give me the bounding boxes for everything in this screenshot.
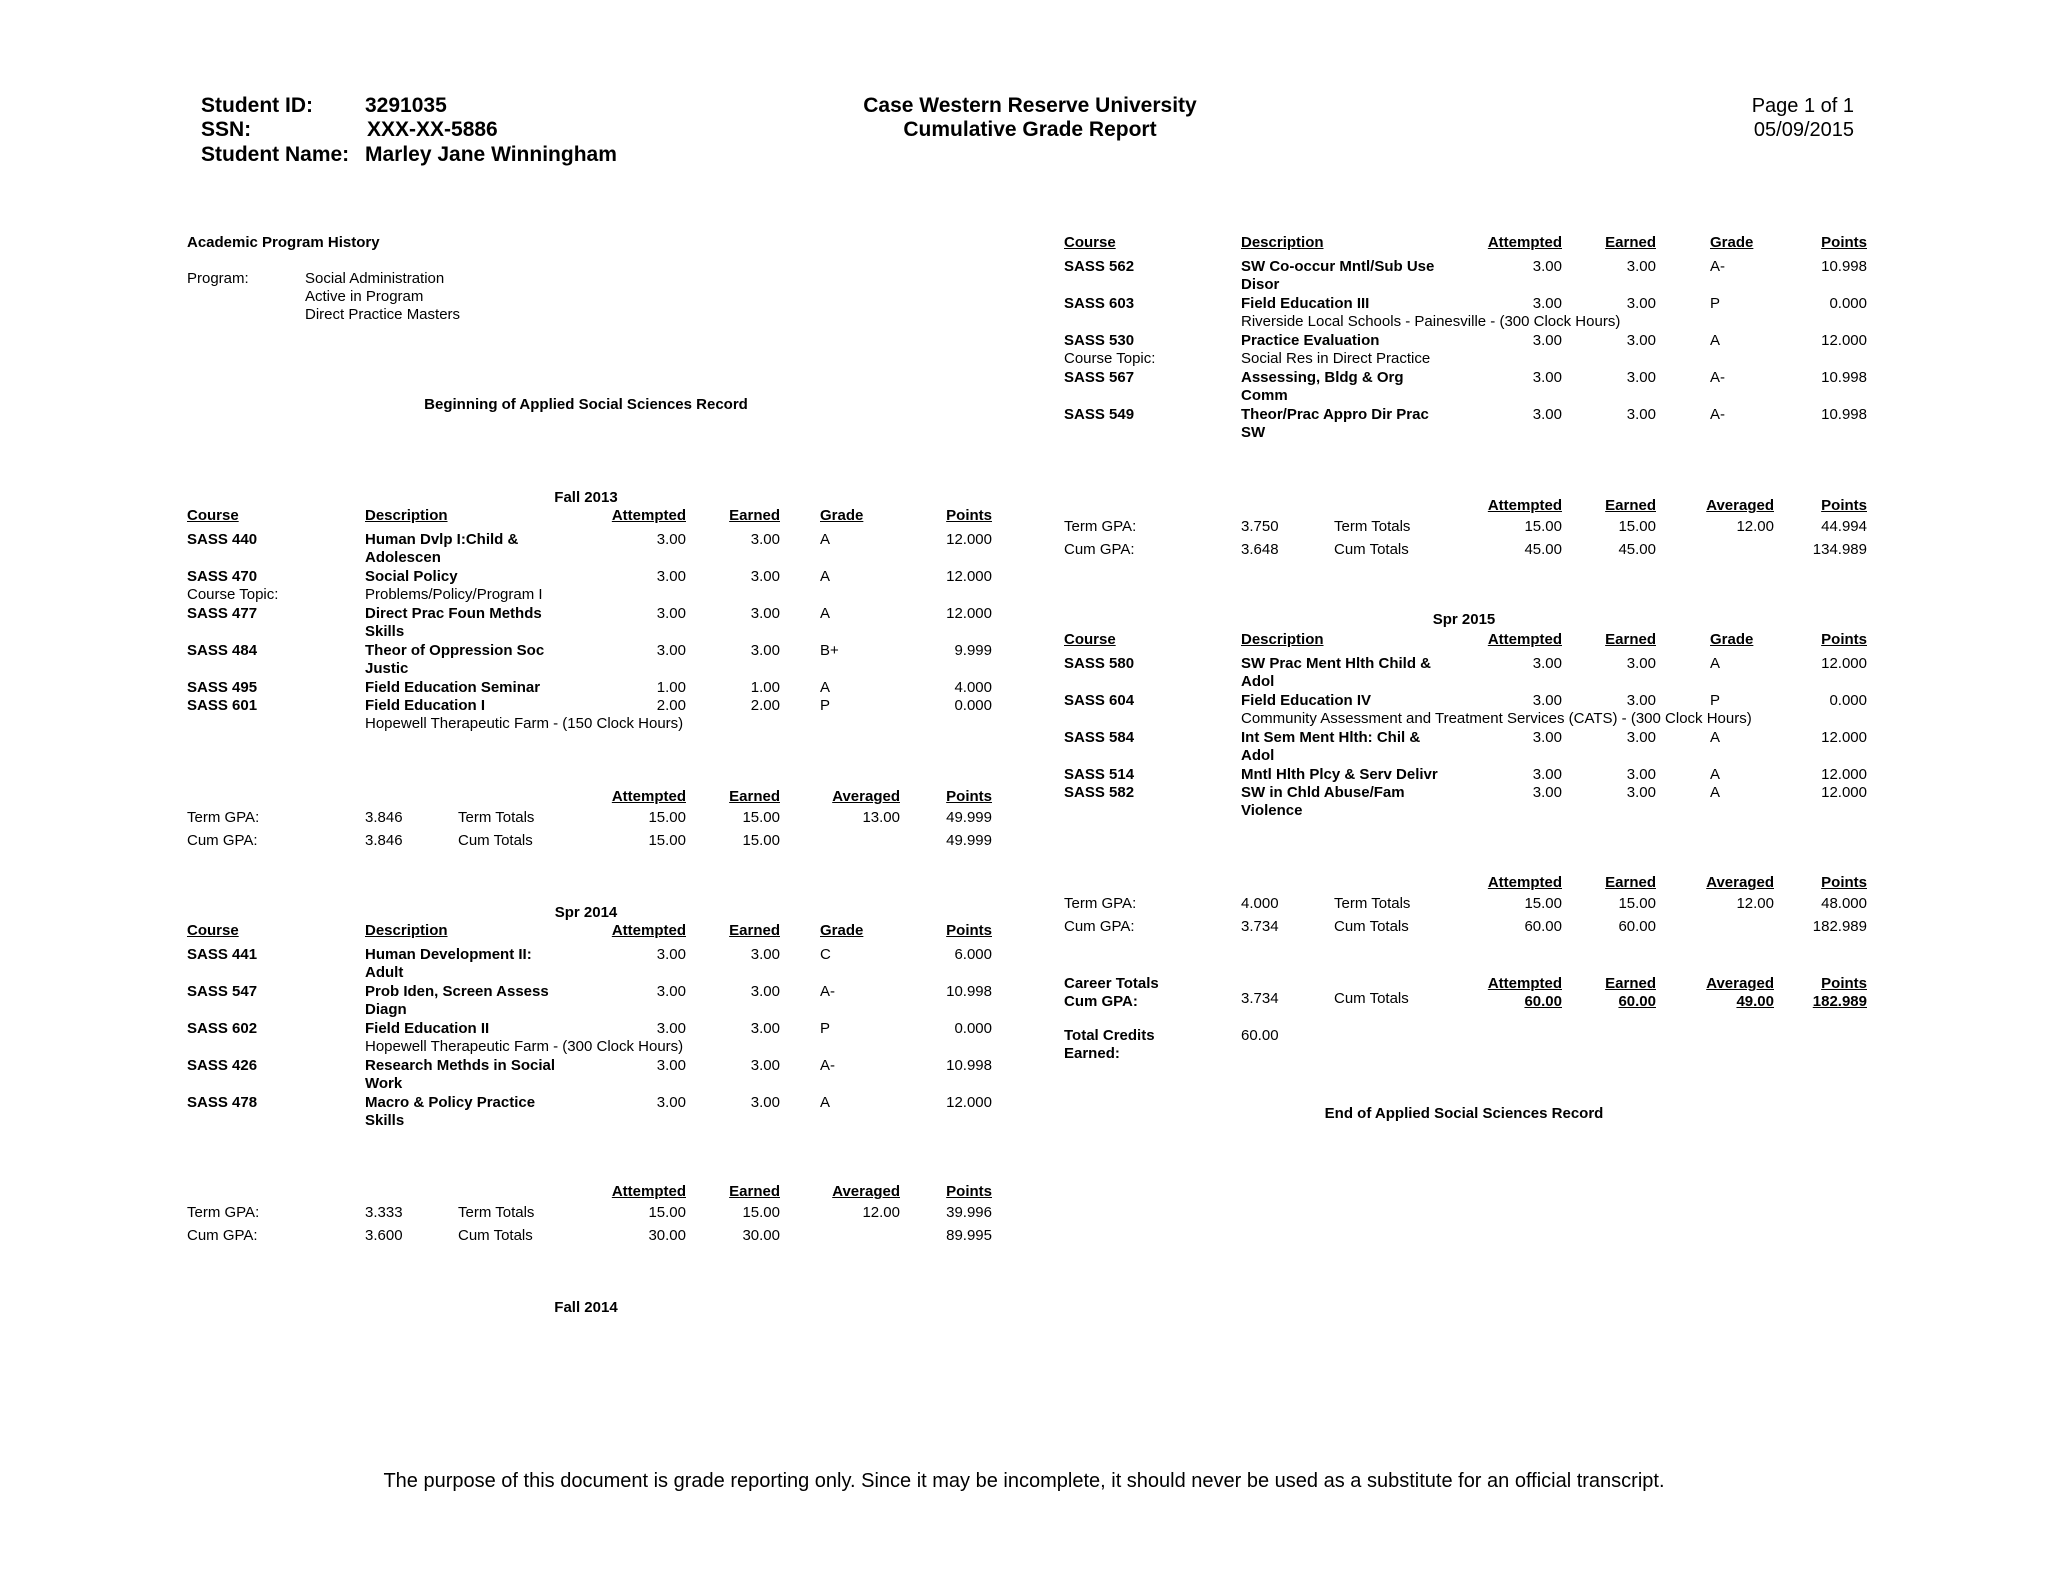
cum-gpa-label: Cum GPA: [1064,541,1135,558]
course-code: SASS 584 [1064,729,1135,746]
course-description: Field Education IV [1241,692,1372,709]
term-gpa-value: 3.750 [1241,518,1279,535]
career-averaged-header: Averaged [1706,975,1774,992]
term-attempted: 15.00 [1524,895,1562,912]
earned-value: 3.00 [750,1094,780,1111]
term-points: 44.994 [1821,518,1867,535]
term-gpa-label: Term GPA: [1064,895,1137,912]
points-value: 12.000 [1821,729,1867,746]
course-header: Course [187,507,239,524]
term-totals-label: Term Totals [1334,895,1411,912]
earned-value: 3.00 [1626,784,1656,801]
course-code: SASS 582 [1064,784,1135,801]
course-code: SASS 602 [187,1020,258,1037]
disclaimer-footer: The purpose of this document is grade reporting only. Since it may be incomplete, it should never be used as a substitute for an official transcript. [383,1470,1665,1492]
student-id-label: Student ID: [201,94,313,117]
attempted-value: 3.00 [656,1020,686,1037]
course-description: Practice Evaluation [1241,332,1380,349]
points-value: 10.998 [946,983,992,1000]
term-points: 48.000 [1821,895,1867,912]
earned-label: Earned: [1064,1045,1120,1062]
cum-gpa-value: 3.846 [365,832,403,849]
course-description: Field Education II [365,1020,490,1037]
attempted-value: 3.00 [656,983,686,1000]
course-code: SASS 604 [1064,692,1135,709]
cum-points: 89.995 [946,1227,992,1244]
totals-attempted-header: Attempted [611,788,686,805]
attempted-header: Attempted [611,507,686,524]
cum-earned: 30.00 [742,1227,780,1244]
cum-points: 49.999 [946,832,992,849]
career-points-header: Points [1821,975,1867,992]
totals-averaged-header: Averaged [832,788,900,805]
program-history-heading: Academic Program History [187,234,380,251]
term-gpa-value: 4.000 [1241,895,1279,912]
cum-gpa-value: 3.600 [365,1227,403,1244]
totals-points-header: Points [1821,497,1867,514]
totals-earned-header: Earned [729,788,780,805]
grade-value: A [1710,729,1721,746]
points-value: 0.000 [954,697,992,714]
points-header: Points [946,922,992,939]
points-value: 10.998 [946,1057,992,1074]
report-date: 05/09/2015 [1753,119,1854,141]
term-averaged: 12.00 [862,1204,900,1221]
course-description: Field Education Seminar [365,679,541,696]
attempted-value: 3.00 [1532,655,1562,672]
total-credits-value: 60.00 [1241,1027,1279,1044]
course-description-cont: Comm [1241,387,1288,404]
course-description: Theor/Prac Appro Dir Prac [1241,406,1429,423]
points-value: 0.000 [954,1020,992,1037]
attempted-value: 3.00 [656,1057,686,1074]
points-value: 12.000 [946,1094,992,1111]
term-totals-label: Term Totals [458,809,535,826]
attempted-value: 3.00 [1532,766,1562,783]
grade-value: A- [1710,258,1725,275]
term-gpa-label: Term GPA: [1064,518,1137,535]
grade-value: P [820,1020,831,1037]
course-topic-label: Course Topic: [187,586,279,603]
term-attempted: 15.00 [648,809,686,826]
term-title: Spr 2014 [554,904,618,921]
totals-attempted-header: Attempted [1487,497,1562,514]
cum-totals-label: Cum Totals [1334,541,1409,558]
course-note: Hopewell Therapeutic Farm - (150 Clock Hours) [365,715,684,732]
cum-earned: 60.00 [1618,918,1656,935]
course-code: SASS 580 [1064,655,1135,672]
course-code: SASS 567 [1064,369,1135,386]
course-header: Course [1064,234,1116,251]
term-gpa-label: Term GPA: [187,1204,260,1221]
course-description: Macro & Policy Practice [365,1094,536,1111]
program-line: Active in Program [305,288,424,305]
earned-value: 2.00 [750,697,780,714]
university-name: Case Western Reserve University [863,94,1197,117]
term-earned: 15.00 [1618,895,1656,912]
course-description: Prob Iden, Screen Assess [365,983,549,1000]
grade-value: P [820,697,831,714]
attempted-header: Attempted [611,922,686,939]
earned-value: 3.00 [750,531,780,548]
cum-gpa-value: 3.648 [1241,541,1279,558]
totals-averaged-header: Averaged [1706,874,1774,891]
attempted-value: 3.00 [1532,729,1562,746]
career-earned-value: 60.00 [1618,993,1656,1010]
course-note: Community Assessment and Treatment Services (CATS) - (300 Clock Hours) [1241,710,1752,727]
term-points: 39.996 [946,1204,992,1221]
course-description-cont: Diagn [365,1001,407,1018]
term-attempted: 15.00 [648,1204,686,1221]
earned-value: 3.00 [1626,692,1656,709]
earned-value: 3.00 [750,568,780,585]
attempted-value: 1.00 [656,679,686,696]
points-value: 12.000 [1821,655,1867,672]
course-description: Human Dvlp I:Child & [365,531,519,548]
grade-value: A [820,605,831,622]
grade-value: B+ [820,642,839,659]
description-header: Description [365,507,448,524]
attempted-value: 3.00 [656,531,686,548]
description-header: Description [1241,631,1324,648]
earned-value: 3.00 [750,946,780,963]
totals-points-header: Points [1821,874,1867,891]
totals-points-header: Points [946,1183,992,1200]
points-value: 4.000 [954,679,992,696]
course-description-cont: Adult [365,964,404,981]
course-code: SASS 562 [1064,258,1135,275]
totals-attempted-header: Attempted [1487,874,1562,891]
career-cum-gpa-value: 3.734 [1241,990,1279,1007]
course-description: Research Methds in Social [365,1057,556,1074]
earned-value: 3.00 [1626,655,1656,672]
cum-totals-label: Cum Totals [458,832,533,849]
points-value: 12.000 [946,605,992,622]
attempted-value: 3.00 [1532,692,1562,709]
attempted-value: 2.00 [656,697,686,714]
cum-totals-label: Cum Totals [458,1227,533,1244]
career-attempted-header: Attempted [1487,975,1562,992]
grade-value: A- [820,1057,835,1074]
term-points: 49.999 [946,809,992,826]
grade-value: A- [1710,369,1725,386]
attempted-value: 3.00 [656,1094,686,1111]
course-description: Social Policy [365,568,458,585]
term-earned: 15.00 [1618,518,1656,535]
earned-header: Earned [1605,631,1656,648]
course-topic: Problems/Policy/Program I [365,586,543,603]
course-code: SASS 478 [187,1094,258,1111]
attempted-value: 3.00 [656,568,686,585]
attempted-header: Attempted [1487,631,1562,648]
term-averaged: 12.00 [1736,895,1774,912]
cum-gpa-label: Cum GPA: [1064,918,1135,935]
program-line: Direct Practice Masters [305,306,461,323]
course-code: SASS 549 [1064,406,1135,423]
course-description: SW Prac Ment Hlth Child & [1241,655,1432,672]
grade-header: Grade [1710,631,1754,648]
course-topic-label: Course Topic: [1064,350,1156,367]
course-description-cont: Disor [1241,276,1280,293]
course-description: Human Development II: [365,946,532,963]
grade-value: P [1710,295,1721,312]
points-value: 6.000 [954,946,992,963]
grade-header: Grade [820,922,864,939]
earned-header: Earned [729,507,780,524]
course-description-cont: Adol [1241,673,1275,690]
cum-attempted: 60.00 [1524,918,1562,935]
end-record-label: End of Applied Social Sciences Record [1324,1105,1604,1122]
course-code: SASS 470 [187,568,258,585]
term-title: Fall 2013 [554,489,618,506]
totals-averaged-header: Averaged [1706,497,1774,514]
grade-value: A- [820,983,835,1000]
description-header: Description [365,922,448,939]
grade-value: A [1710,784,1721,801]
attempted-value: 3.00 [656,642,686,659]
term-averaged: 13.00 [862,809,900,826]
course-description: Assessing, Bldg & Org [1241,369,1404,386]
course-description-cont: Violence [1241,802,1303,819]
term-gpa-value: 3.333 [365,1204,403,1221]
term-title: Fall 2014 [554,1299,618,1316]
points-value: 9.999 [954,642,992,659]
course-note: Riverside Local Schools - Painesville - (300 Clock Hours) [1241,313,1621,330]
career-earned-header: Earned [1605,975,1656,992]
course-code: SASS 440 [187,531,258,548]
course-code: SASS 601 [187,697,258,714]
attempted-value: 3.00 [1532,295,1562,312]
career-cum-gpa-label: Cum GPA: [1064,993,1138,1010]
earned-value: 3.00 [750,1057,780,1074]
course-description-cont: Skills [365,623,405,640]
grade-value: A- [1710,406,1725,423]
course-code: SASS 530 [1064,332,1135,349]
attempted-value: 3.00 [1532,784,1562,801]
course-description: SW in Chld Abuse/Fam [1241,784,1405,801]
total-credits-label: Total Credits [1064,1027,1155,1044]
grade-value: P [1710,692,1721,709]
course-code: SASS 426 [187,1057,258,1074]
earned-value: 3.00 [750,983,780,1000]
term-gpa-value: 3.846 [365,809,403,826]
points-value: 12.000 [946,568,992,585]
career-points-value: 182.989 [1812,993,1867,1010]
earned-value: 3.00 [750,1020,780,1037]
course-description: Field Education I [365,697,486,714]
earned-value: 1.00 [750,679,780,696]
cum-earned: 45.00 [1618,541,1656,558]
grade-header: Grade [820,507,864,524]
points-value: 10.998 [1821,258,1867,275]
points-value: 12.000 [946,531,992,548]
earned-value: 3.00 [1626,332,1656,349]
earned-value: 3.00 [750,642,780,659]
course-description-cont: Work [365,1075,403,1092]
program-label: Program: [187,270,249,287]
term-attempted: 15.00 [1524,518,1562,535]
ssn-label: SSN: [201,118,252,141]
term-gpa-label: Term GPA: [187,809,260,826]
term-averaged: 12.00 [1736,518,1774,535]
course-code: SASS 477 [187,605,258,622]
attempted-value: 3.00 [1532,369,1562,386]
cum-attempted: 15.00 [648,832,686,849]
earned-value: 3.00 [1626,258,1656,275]
course-code: SASS 441 [187,946,258,963]
course-description: Int Sem Ment Hlth: Chil & [1241,729,1421,746]
course-description-cont: SW [1241,424,1266,441]
totals-earned-header: Earned [729,1183,780,1200]
points-value: 12.000 [1821,332,1867,349]
cum-attempted: 45.00 [1524,541,1562,558]
course-header: Course [1064,631,1116,648]
course-code: SASS 495 [187,679,258,696]
begin-record-label: Beginning of Applied Social Sciences Record [424,396,748,413]
course-code: SASS 547 [187,983,258,1000]
totals-earned-header: Earned [1605,874,1656,891]
grade-value: A [1710,332,1721,349]
course-description-cont: Adolescen [365,549,441,566]
page-number: Page 1 of 1 [1751,95,1854,117]
earned-header: Earned [729,922,780,939]
cum-gpa-label: Cum GPA: [187,1227,258,1244]
program-line: Social Administration [305,270,445,287]
totals-averaged-header: Averaged [832,1183,900,1200]
totals-attempted-header: Attempted [611,1183,686,1200]
course-note: Hopewell Therapeutic Farm - (300 Clock Hours) [365,1038,684,1055]
points-value: 10.998 [1821,406,1867,423]
totals-points-header: Points [946,788,992,805]
points-value: 12.000 [1821,766,1867,783]
points-value: 0.000 [1829,692,1867,709]
term-earned: 15.00 [742,1204,780,1221]
term-totals-label: Term Totals [1334,518,1411,535]
course-code: SASS 484 [187,642,258,659]
cum-points: 182.989 [1812,918,1867,935]
grade-value: A [820,568,831,585]
grade-value: A [820,679,831,696]
career-attempted-value: 60.00 [1524,993,1562,1010]
cum-earned: 15.00 [742,832,780,849]
career-averaged-value: 49.00 [1736,993,1774,1010]
student-name-label: Student Name: [201,143,350,166]
points-value: 0.000 [1829,295,1867,312]
student-id-value: 3291035 [365,94,447,117]
earned-value: 3.00 [1626,369,1656,386]
grade-value: A [1710,766,1721,783]
description-header: Description [1241,234,1324,251]
term-earned: 15.00 [742,809,780,826]
course-description-cont: Skills [365,1112,405,1129]
points-value: 12.000 [1821,784,1867,801]
term-totals-label: Term Totals [458,1204,535,1221]
course-topic: Social Res in Direct Practice [1241,350,1431,367]
earned-value: 3.00 [1626,406,1656,423]
course-description-cont: Adol [1241,747,1275,764]
attempted-value: 3.00 [1532,406,1562,423]
course-header: Course [187,922,239,939]
course-description: Direct Prac Foun Methds [365,605,542,622]
grade-value: A [820,531,831,548]
cum-gpa-label: Cum GPA: [187,832,258,849]
attempted-value: 3.00 [1532,258,1562,275]
points-header: Points [1821,631,1867,648]
student-name-value: Marley Jane Winningham [365,143,617,166]
ssn-value: XXX-XX-5886 [367,118,498,141]
course-description: Field Education III [1241,295,1370,312]
earned-value: 3.00 [1626,729,1656,746]
attempted-value: 3.00 [656,946,686,963]
grade-header: Grade [1710,234,1754,251]
course-description: Mntl Hlth Plcy & Serv Delivr [1241,766,1438,783]
grade-value: C [820,946,831,963]
report-title: Cumulative Grade Report [903,118,1157,141]
points-header: Points [946,507,992,524]
earned-value: 3.00 [1626,766,1656,783]
earned-value: 3.00 [1626,295,1656,312]
course-description: SW Co-occur Mntl/Sub Use [1241,258,1435,275]
cum-gpa-value: 3.734 [1241,918,1279,935]
course-description-cont: Justic [365,660,409,677]
grade-value: A [1710,655,1721,672]
attempted-header: Attempted [1487,234,1562,251]
career-cum-totals-label: Cum Totals [1334,990,1409,1007]
term-title: Spr 2015 [1432,611,1496,628]
attempted-value: 3.00 [656,605,686,622]
earned-value: 3.00 [750,605,780,622]
cum-totals-label: Cum Totals [1334,918,1409,935]
course-code: SASS 514 [1064,766,1135,783]
points-header: Points [1821,234,1867,251]
course-code: SASS 603 [1064,295,1135,312]
totals-earned-header: Earned [1605,497,1656,514]
cum-attempted: 30.00 [648,1227,686,1244]
grade-value: A [820,1094,831,1111]
cum-points: 134.989 [1812,541,1867,558]
points-value: 10.998 [1821,369,1867,386]
attempted-value: 3.00 [1532,332,1562,349]
course-description: Theor of Oppression Soc [365,642,545,659]
earned-header: Earned [1605,234,1656,251]
career-totals-label: Career Totals [1064,975,1159,992]
